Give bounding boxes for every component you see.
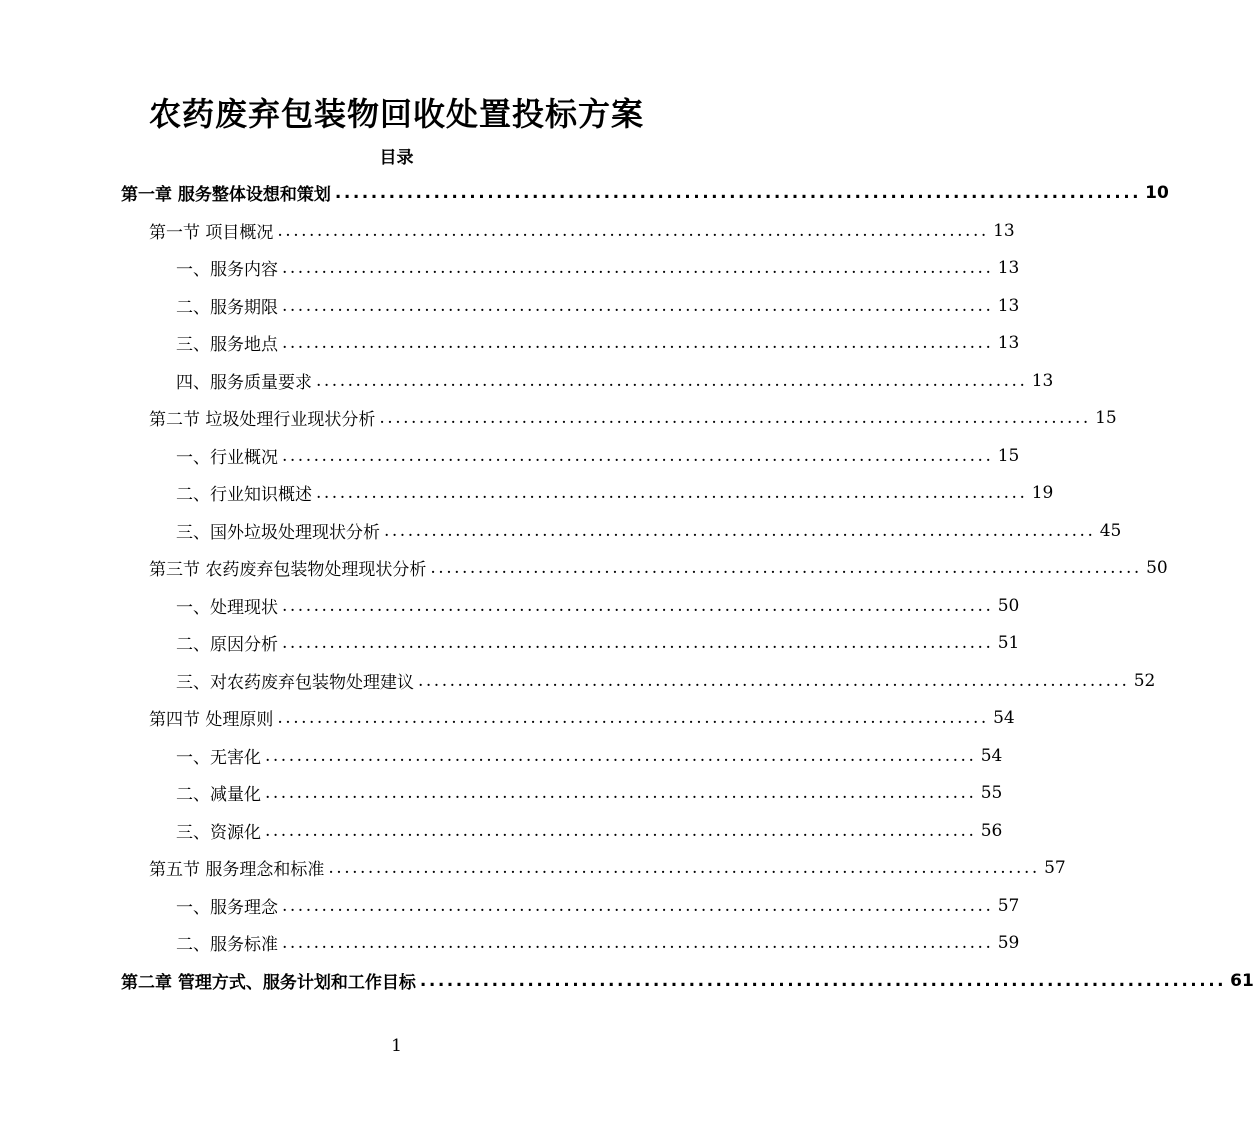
toc-entry[interactable] — [176, 249, 1020, 286]
toc-entry-page: 50 — [1146, 557, 1168, 578]
toc-entry-label: 二、服务标准 — [176, 935, 278, 955]
toc-entry-page: 50 — [997, 595, 1020, 616]
toc-dot-leader: .......................................................................................... — [265, 820, 977, 841]
toc-entry-label: 二、行业知识概述 — [176, 485, 312, 505]
toc-entry-label: 第三节 农药废弃包装物处理现状分析 — [149, 560, 427, 580]
toc-entry[interactable] — [149, 849, 1066, 886]
toc-entry-label: 第二章 管理方式、服务计划和工作目标 — [121, 973, 416, 993]
toc-dot-leader: .......................................................................................... — [316, 482, 1028, 503]
toc-entry[interactable] — [176, 737, 1003, 774]
toc-dot-leader: .......................................................................................... — [334, 182, 1142, 203]
toc-entry-label: 二、原因分析 — [176, 635, 278, 655]
toc-entry[interactable] — [149, 399, 1117, 436]
toc-dot-leader: .......................................................................................... — [282, 445, 994, 466]
toc-entry[interactable] — [149, 212, 1015, 249]
toc-dot-leader: .......................................................................................... — [418, 670, 1130, 691]
toc-entry-page: 19 — [1031, 482, 1054, 503]
toc-entry-label: 二、服务期限 — [176, 298, 278, 318]
toc-dot-leader: .......................................................................................... — [282, 632, 994, 653]
toc-dot-leader: .......................................................................................... — [282, 595, 994, 616]
toc-dot-leader: .......................................................................................... — [384, 520, 1096, 541]
toc-entry[interactable] — [176, 774, 1003, 811]
toc-entry[interactable] — [176, 662, 1156, 699]
toc-dot-leader: .......................................................................................... — [282, 295, 994, 316]
toc-entry-label: 一、服务内容 — [176, 260, 278, 280]
toc-entry-page: 15 — [997, 445, 1020, 466]
toc-entry-page: 61 — [1230, 970, 1254, 991]
toc-entry-page: 57 — [1044, 857, 1066, 878]
toc-entry-label: 一、无害化 — [176, 748, 261, 768]
toc-entry-label: 二、减量化 — [176, 785, 261, 805]
toc-entry-page: 13 — [997, 257, 1020, 278]
toc-entry[interactable] — [176, 924, 1020, 961]
toc-entry-page: 52 — [1133, 670, 1156, 691]
toc-entry-page: 55 — [980, 782, 1003, 803]
toc-entry-page: 10 — [1145, 182, 1169, 203]
toc-entry[interactable] — [176, 812, 1003, 849]
toc-entry-page: 54 — [980, 745, 1003, 766]
toc-entry-label: 第四节 处理原则 — [149, 710, 274, 730]
toc-entry[interactable] — [176, 474, 1054, 511]
toc-dot-leader: .......................................................................................... — [277, 220, 989, 241]
toc-dot-leader: .......................................................................................... — [282, 332, 994, 353]
toc-entry-label: 一、处理现状 — [176, 598, 278, 618]
toc-entry-label: 三、服务地点 — [176, 335, 278, 355]
toc-dot-leader: .......................................................................................... — [265, 782, 977, 803]
toc-dot-leader: .......................................................................................... — [328, 857, 1040, 878]
toc-entry[interactable] — [176, 512, 1122, 549]
toc-entry[interactable] — [149, 549, 1168, 586]
toc-entry-label: 三、资源化 — [176, 823, 261, 843]
toc-entry[interactable] — [176, 624, 1020, 661]
toc-entry[interactable] — [176, 324, 1020, 361]
toc-dot-leader: .......................................................................................... — [316, 370, 1028, 391]
toc-entry-page: 59 — [997, 932, 1020, 953]
toc-entry-label: 三、国外垃圾处理现状分析 — [176, 523, 380, 543]
toc-entry-page: 15 — [1095, 407, 1117, 428]
toc-entry-page: 13 — [997, 332, 1020, 353]
toc-heading: 目录 — [379, 148, 414, 168]
document-title: 农药废弃包装物回收处置投标方案 — [148, 95, 644, 133]
toc-entry-label: 一、行业概况 — [176, 448, 278, 468]
toc-entry-page: 13 — [1031, 370, 1054, 391]
toc-entry-label: 第一章 服务整体设想和策划 — [121, 185, 331, 205]
toc-dot-leader: .......................................................................................... — [282, 932, 994, 953]
toc-entry-page: 13 — [993, 220, 1015, 241]
toc-dot-leader: .......................................................................................... — [282, 895, 994, 916]
toc-entry-page: 56 — [980, 820, 1003, 841]
toc-entry[interactable] — [176, 587, 1020, 624]
toc-entry-label: 第五节 服务理念和标准 — [149, 860, 325, 880]
toc-entry[interactable] — [176, 362, 1054, 399]
toc-entry-label: 第一节 项目概况 — [149, 223, 274, 243]
toc-entry-label: 第二节 垃圾处理行业现状分析 — [149, 410, 376, 430]
toc-entry-page: 54 — [993, 707, 1015, 728]
toc-dot-leader: .......................................................................................... — [265, 745, 977, 766]
toc-entry[interactable] — [121, 962, 1254, 999]
toc-entry[interactable] — [121, 174, 1169, 211]
toc-entry[interactable] — [176, 287, 1020, 324]
toc-entry-label: 一、服务理念 — [176, 898, 278, 918]
toc-entry-page: 13 — [997, 295, 1020, 316]
toc-entry-label: 四、服务质量要求 — [176, 373, 312, 393]
toc-entry-page: 45 — [1099, 520, 1122, 541]
toc-dot-leader: .......................................................................................... — [282, 257, 994, 278]
toc-entry[interactable] — [176, 887, 1020, 924]
toc-entry-page: 57 — [997, 895, 1020, 916]
toc-dot-leader: .......................................................................................... — [419, 970, 1227, 991]
toc-dot-leader: .......................................................................................... — [379, 407, 1091, 428]
toc-entry[interactable] — [176, 437, 1020, 474]
page-number: 1 — [391, 1036, 402, 1056]
toc-dot-leader: .......................................................................................... — [277, 707, 989, 728]
toc-entry-label: 三、对农药废弃包装物处理建议 — [176, 673, 414, 693]
toc-dot-leader: .......................................................................................... — [430, 557, 1142, 578]
toc-entry[interactable] — [149, 699, 1015, 736]
toc-entry-page: 51 — [997, 632, 1020, 653]
